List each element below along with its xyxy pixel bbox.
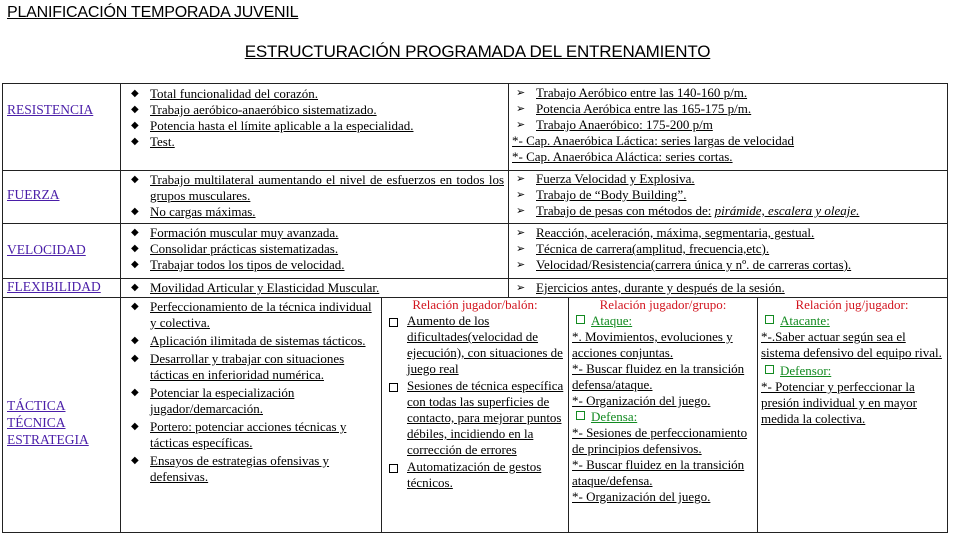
- list-item: ➢ Velocidad/Resistencia(carrera única y nº. de carreras cortas).: [516, 257, 852, 272]
- list-item: ◆ Movilidad Articular y Elasticidad Muscular.: [131, 280, 380, 295]
- list-item: ◆ No cargas máximas.: [131, 204, 256, 219]
- list-item: ◆ Consolidar prácticas sistematizadas.: [131, 241, 339, 256]
- list-item: ◆ Perfeccionamiento de la técnica individual y colectiva.: [131, 299, 372, 330]
- list-item: ➢ Trabajo de pesas con métodos de: pirámide, escalera y oleaje.: [516, 203, 860, 218]
- relacion-grupo-title: Relación jugador/grupo:: [599, 297, 727, 312]
- arrow-bullet-icon: ➢: [516, 86, 526, 99]
- defensor-text: *- Potenciar y perfeccionar la presión individual y en mayor medida la colectiva.: [761, 379, 917, 426]
- list-item: ◆ Portero: potenciar acciones técnicas y tácticas específicas.: [131, 419, 347, 450]
- diamond-bullet-icon: ◆: [131, 227, 139, 238]
- velocidad-left: [126, 225, 504, 273]
- velocidad-right: [512, 225, 944, 273]
- list-item: ◆ Potencia hasta el límite aplicable a la especialidad.: [131, 118, 414, 133]
- diamond-bullet-icon: ◆: [131, 282, 139, 293]
- diamond-bullet-icon: ◆: [131, 206, 139, 217]
- flexibilidad-right: [512, 280, 944, 296]
- relacion-balon-cell: [385, 297, 565, 491]
- checkbox-icon: [576, 411, 585, 420]
- list-item: ➢ Potencia Aeróbica entre las 165-175 p/m.: [516, 101, 752, 116]
- label-fuerza: FUERZA: [7, 187, 60, 202]
- arrow-bullet-icon: ➢: [516, 258, 526, 271]
- row-divider-velocidad: [2, 223, 948, 224]
- diamond-bullet-icon: ◆: [131, 259, 139, 270]
- column-divider-middle: [508, 83, 509, 297]
- relacion-grupo-cell: [572, 297, 754, 505]
- checkbox-bullet-icon: [389, 383, 398, 392]
- label-estrategia: ESTRATEGIA: [7, 432, 89, 447]
- diamond-bullet-icon: ◆: [131, 174, 139, 185]
- diamond-bullet-icon: ◆: [131, 335, 139, 346]
- list-item: Automatización de gestos técnicos.: [385, 459, 565, 491]
- arrow-bullet-icon: ➢: [516, 226, 526, 239]
- defensa-heading: Defensa:: [572, 409, 754, 425]
- defensa-item: *- Sesiones de perfeccionamiento de principios defensivos.: [572, 425, 748, 456]
- arrow-bullet-icon: ➢: [516, 118, 526, 131]
- checkbox-bullet-icon: [389, 464, 398, 473]
- atacante-text: *-.Saber actuar según sea el sistema defensivo del equipo rival.: [761, 329, 942, 360]
- note-alactica: *- Cap. Anaeróbica Aláctica: series cortas.: [512, 149, 733, 164]
- list-item: ➢ Ejercicios antes, durante y después de la sesión.: [516, 280, 785, 295]
- list-item: ◆ Trabajo multilateral aumentando el nivel de esfuerzos en todos los grupos musculares.: [131, 172, 504, 203]
- checkbox-icon: [576, 315, 585, 324]
- note-lactica: *- Cap. Anaeróbica Láctica: series largas de velocidad: [512, 133, 795, 148]
- label-tactica: TÁCTICA: [7, 398, 66, 413]
- column-divider-balon: [381, 297, 382, 533]
- list-item: ➢ Fuerza Velocidad y Explosiva.: [516, 171, 695, 186]
- list-item: Sesiones de técnica específica con todas las superficies de contacto, para mejorar puntos débiles, incidiendo en la corrección de errores: [385, 378, 565, 458]
- resistencia-left: [126, 86, 504, 150]
- methods-text: pirámide, escalera y oleaje.: [714, 203, 860, 218]
- fuerza-right: [512, 171, 944, 219]
- arrow-bullet-icon: ➢: [516, 204, 526, 217]
- relacion-jugador-title: Relación jug/jugador:: [795, 297, 909, 312]
- list-item: Aumento de los dificultades(velocidad de ejecución), con situaciones de juego real: [385, 313, 565, 377]
- label-flexibilidad: FLEXIBILIDAD: [7, 279, 101, 294]
- defensa-item: *- Buscar fluidez en la transición ataque/defensa.: [572, 457, 745, 488]
- arrow-bullet-icon: ➢: [516, 102, 526, 115]
- defensa-item: *- Organización del juego.: [572, 489, 711, 504]
- list-item: ➢ Trabajo Aeróbico entre las 140-160 p/m.: [516, 85, 748, 100]
- ataque-heading: Ataque:: [572, 313, 754, 329]
- atacante-heading: Atacante:: [761, 313, 943, 329]
- arrow-bullet-icon: ➢: [516, 242, 526, 255]
- list-item: ◆ Potenciar la especialización jugador/demarcación.: [131, 385, 295, 416]
- defensor-heading: Defensor:: [761, 363, 943, 379]
- diamond-bullet-icon: ◆: [131, 301, 139, 312]
- list-item: ◆ Total funcionalidad del corazón.: [131, 86, 319, 101]
- relacion-balon-title: Relación jugador/balón:: [412, 297, 538, 312]
- ataque-item: *- Organización del juego.: [572, 393, 711, 408]
- checkbox-icon: [765, 315, 774, 324]
- diamond-bullet-icon: ◆: [131, 243, 139, 254]
- column-divider-label: [120, 83, 121, 533]
- flexibilidad-left: [126, 280, 504, 296]
- diamond-bullet-icon: ◆: [131, 455, 139, 466]
- table-border-left: [2, 83, 3, 533]
- document-title: PLANIFICACIÓN TEMPORADA JUVENIL: [7, 4, 299, 21]
- arrow-bullet-icon: ➢: [516, 281, 526, 294]
- list-item: ◆ Formación muscular muy avanzada.: [131, 225, 339, 240]
- list-item: ➢ Técnica de carrera(amplitud, frecuencia,etc).: [516, 241, 770, 256]
- list-item: ◆ Trabajar todos los tipos de velocidad.: [131, 257, 345, 272]
- relacion-jugador-cell: [761, 297, 943, 427]
- list-item: ➢ Trabajo de “Body Building”.: [516, 187, 687, 202]
- column-divider-jugador: [757, 297, 758, 533]
- diamond-bullet-icon: ◆: [131, 421, 139, 432]
- list-item: ◆ Ensayos de estrategias ofensivas y defensivas.: [131, 453, 330, 484]
- label-tecnica: TÉCNICA: [7, 415, 66, 430]
- ataque-item: *- Buscar fluidez en la transición defensa/ataque.: [572, 361, 745, 392]
- column-divider-grupo: [568, 297, 569, 533]
- row-divider-flexibilidad: [2, 278, 948, 279]
- diamond-bullet-icon: ◆: [131, 353, 139, 364]
- training-plan-table: [2, 83, 948, 533]
- list-item: ◆ Aplicación ilimitada de sistemas tácticos.: [131, 333, 366, 348]
- label-tactica-tecnica-estrategia: [7, 397, 89, 448]
- document-subtitle: ESTRUCTURACIÓN PROGRAMADA DEL ENTRENAMIENTO: [244, 42, 711, 61]
- list-item: ◆ Desarrollar y trabajar con situaciones tácticas en inferioridad numérica.: [131, 351, 345, 382]
- table-border-bottom: [2, 532, 948, 533]
- label-velocidad: VELOCIDAD: [7, 242, 86, 257]
- diamond-bullet-icon: ◆: [131, 120, 139, 131]
- list-item: ➢ Trabajo Anaeróbico: 175-200 p/m: [516, 117, 713, 132]
- resistencia-right: [512, 85, 944, 165]
- diamond-bullet-icon: ◆: [131, 387, 139, 398]
- table-border-right: [947, 83, 948, 533]
- checkbox-icon: [765, 365, 774, 374]
- table-border-top: [2, 83, 948, 84]
- diamond-bullet-icon: ◆: [131, 104, 139, 115]
- ataque-item: *. Movimientos, evoluciones y acciones conjuntas.: [572, 329, 733, 360]
- tactica-left: [126, 299, 378, 485]
- list-item: ◆ Trabajo aeróbico-anaeróbico sistematizado.: [131, 102, 377, 117]
- list-item: ➢ Reacción, aceleración, máxima, segmentaria, gestual.: [516, 225, 815, 240]
- checkbox-bullet-icon: [389, 318, 398, 327]
- arrow-bullet-icon: ➢: [516, 188, 526, 201]
- list-item: ◆ Test.: [131, 134, 175, 149]
- diamond-bullet-icon: ◆: [131, 88, 139, 99]
- label-resistencia: RESISTENCIA: [7, 102, 94, 117]
- fuerza-left: [126, 172, 504, 220]
- arrow-bullet-icon: ➢: [516, 172, 526, 185]
- diamond-bullet-icon: ◆: [131, 136, 139, 147]
